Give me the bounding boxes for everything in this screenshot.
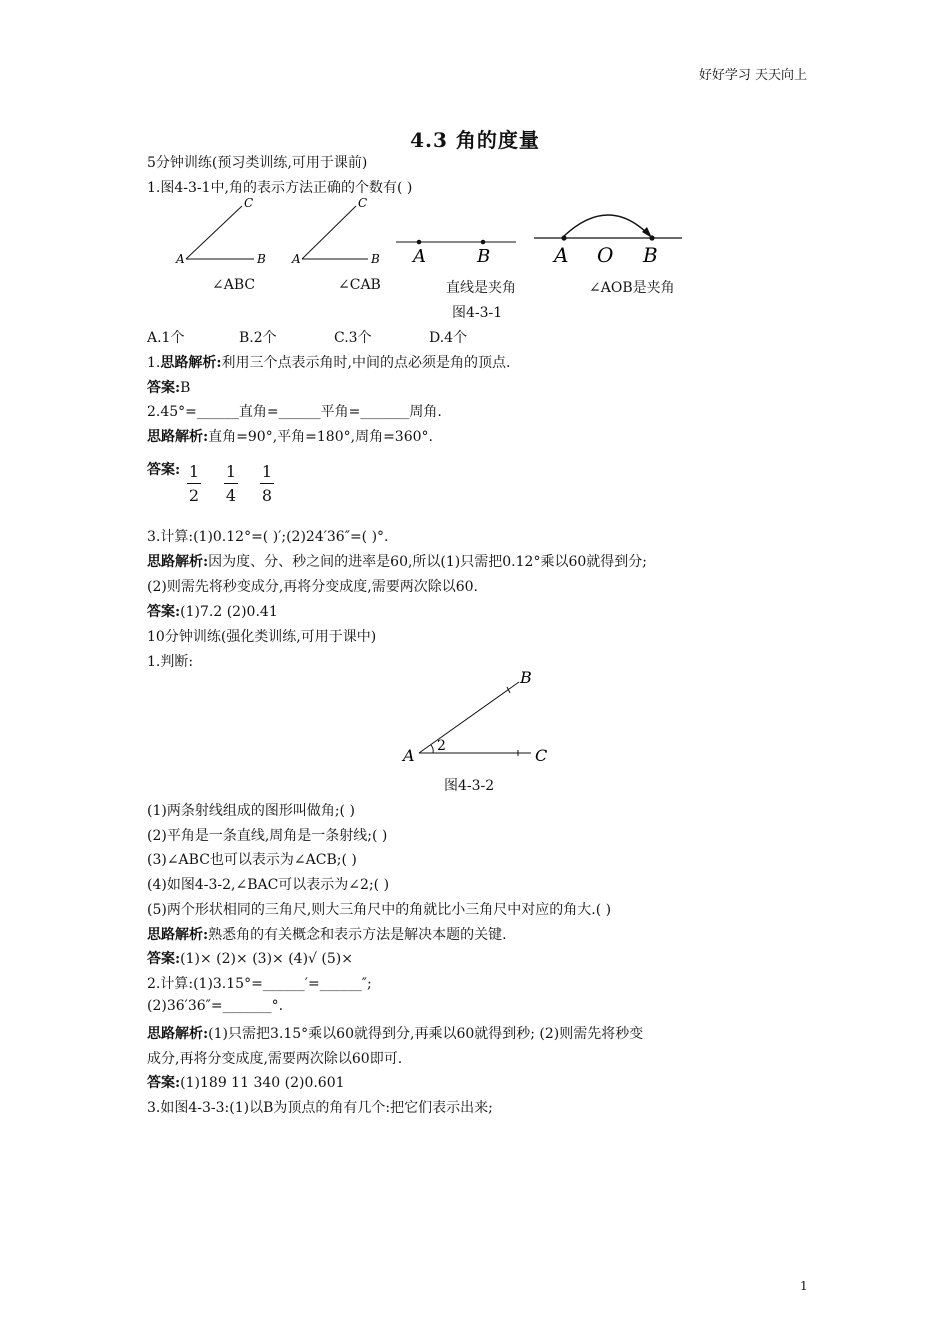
fig1-point-b3: B	[477, 246, 491, 267]
fig2-angle-label: 2	[437, 738, 446, 754]
fig1-caption: 图4-3-1	[452, 305, 503, 321]
p1-item-5: (5)两个形状相同的三角尺,则大三角尺中的角就比小三角尺中对应的角大.( )	[147, 902, 612, 918]
p2-text-2: (2)36′36″=_______°.	[147, 998, 284, 1014]
q3-analysis-2: (2)则需先将秒变成分,再将分变成度,需要两次除以60.	[147, 579, 478, 595]
fig1-point-o: O	[597, 243, 614, 267]
q1-answer: 答案:B	[147, 380, 191, 396]
fig2-point-a: A	[403, 746, 415, 765]
q3-answer: 答案:(1)7.2 (2)0.41	[147, 604, 278, 620]
fig1-label-line: 直线是夹角	[446, 280, 516, 296]
fig2-point-b: B	[520, 668, 532, 687]
q1-option-b: B.2个	[239, 330, 277, 346]
p2-text-1: 2.计算:(1)3.15°=______′=______″;	[147, 976, 372, 992]
fig1-point-c1: C	[244, 196, 254, 210]
fig1-label-aob: ∠AOB是夹角	[589, 280, 675, 296]
fig1-point-b4: B	[643, 243, 658, 267]
q2-fraction-eighth: $\frac{1}{8}$	[261, 462, 273, 505]
fig1-label-abc: ∠ABC	[212, 277, 256, 293]
section-10min: 10分钟训练(强化类训练,可用于课中)	[147, 629, 377, 645]
p1-answer: 答案:(1)× (2)× (3)× (4)√ (5)×	[147, 951, 353, 967]
fig2-caption: 图4-3-2	[444, 778, 495, 794]
q2-text: 2.45°=______直角=______平角=_______周角.	[147, 404, 442, 420]
q1-option-a: A.1个	[147, 330, 185, 346]
q1-text: 1.图4-3-1中,角的表示方法正确的个数有( )	[147, 180, 413, 196]
fig1-angle-abc	[175, 196, 266, 266]
q1-option-d: D.4个	[429, 330, 468, 346]
p2-analysis-2: 成分,再将分变成度,需要两次除以60即可.	[147, 1051, 403, 1067]
fig1-point-a2: A	[292, 252, 301, 266]
figure-4-3-2	[395, 664, 565, 774]
q1-options	[147, 327, 547, 347]
p1-text: 1.判断:	[147, 654, 194, 670]
p2-answer: 答案:(1)189 11 340 (2)0.601	[147, 1075, 345, 1091]
p1-analysis: 思路解析:熟悉角的有关概念和表示方法是解决本题的关键.	[147, 927, 507, 943]
fig1-angle-cab	[291, 196, 380, 266]
fig1-point-a3: A	[413, 246, 426, 267]
page-number: 1	[800, 1279, 808, 1293]
fig1-point-a1: A	[176, 252, 185, 266]
p1-item-4: (4)如图4-3-2,∠BAC可以表示为∠2;( )	[147, 877, 390, 893]
section-5min: 5分钟训练(预习类训练,可用于课前)	[147, 155, 368, 171]
fig1-straight-angle-aob	[534, 215, 682, 267]
header-motto: 好好学习 天天向上	[698, 68, 807, 83]
fig1-straight-line	[396, 240, 516, 267]
fig1-point-b2: B	[371, 252, 380, 266]
p3-text: 3.如图4-3-3:(1)以B为顶点的角有几个:把它们表示出来;	[147, 1100, 493, 1116]
fig2-point-c: C	[535, 746, 548, 765]
q2-fraction-quarter: $\frac{1}{4}$	[225, 462, 237, 505]
fig1-point-a4: A	[554, 243, 569, 267]
q3-text: 3.计算:(1)0.12°=( )′;(2)24′36″=( )°.	[147, 529, 389, 545]
p1-item-2: (2)平角是一条直线,周角是一条射线;( )	[147, 828, 388, 844]
fig1-point-c2: C	[358, 196, 368, 210]
p2-analysis-1: 思路解析:(1)只需把3.15°乘以60就得到分,再乘以60就得到秒; (2)则需先将秒变	[147, 1026, 644, 1042]
figure-4-3-1	[170, 192, 690, 272]
fig1-label-cab: ∠CAB	[338, 277, 381, 293]
q2-analysis: 思路解析:直角=90°,平角=180°,周角=360°.	[147, 429, 433, 445]
q3-analysis-1: 思路解析:因为度、分、秒之间的进率是60,所以(1)只需把0.12°乘以60就得到分;	[147, 554, 647, 570]
q1-option-c: C.3个	[334, 330, 372, 346]
q2-fraction-half: $\frac{1}{2}$	[188, 462, 200, 505]
q1-analysis: 1.思路解析:利用三个点表示角时,中间的点必须是角的顶点.	[147, 355, 511, 371]
p1-item-3: (3)∠ABC也可以表示为∠ACB;( )	[147, 852, 357, 868]
p1-item-1: (1)两条射线组成的图形叫做角;( )	[147, 803, 355, 819]
fig1-point-b1: B	[257, 252, 266, 266]
page-title: 4.3 角的度量	[410, 128, 540, 152]
q2-answer-label: 答案:	[147, 462, 181, 478]
